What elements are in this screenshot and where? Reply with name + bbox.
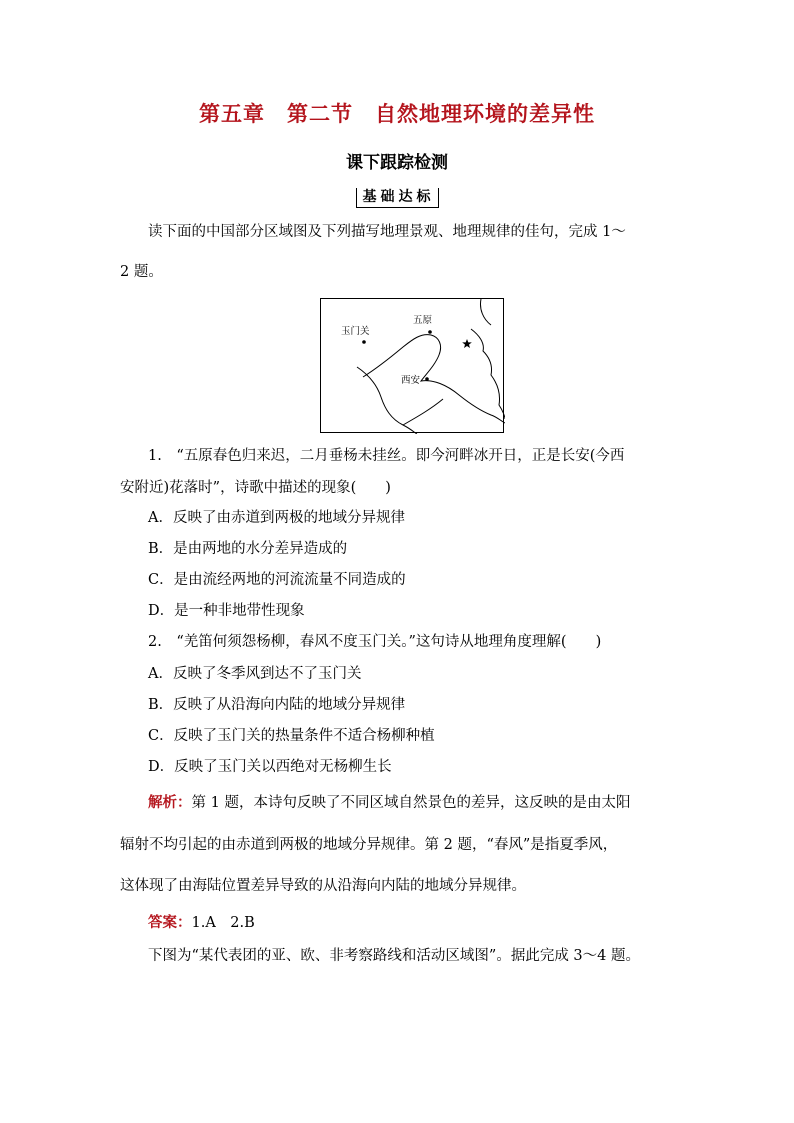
q2-stem: 2. “羌笛何须怨杨柳，春风不度玉门关。”这句诗从地理角度理解( ) [148,634,602,650]
yumenguan-label: 玉门关 [341,326,370,337]
wuyuan-label: 五原 [413,315,433,326]
q1-option-d: D．是一种非地带性现象 [148,603,305,619]
page-title: 第五章 第二节 自然地理环境的差异性 [199,101,595,126]
analysis-label: 解析： [148,794,192,811]
q1-option-a: A．反映了由赤道到两极的地域分异规律 [148,510,405,526]
analysis-line-2: 辐射不均引起的由赤道到两极的地域分异规律。第 2 题，“春风”是指夏季风， [120,837,618,853]
q1-option-c: C．是由流经两地的河流流量不同造成的 [148,572,406,588]
section-badge-wrap [0,186,794,208]
region-map [320,298,504,433]
yumenguan-dot [362,340,366,344]
q2-option-d: D．反映了玉门关以西绝对无杨柳生长 [148,759,392,775]
xian-dot [425,377,429,381]
page-subtitle: 课下跟踪检测 [346,153,448,173]
coastline-2 [480,299,491,325]
intro-line-1: 读下面的中国部分区域图及下列描写地理景观、地理规律的佳句，完成 1～ [148,224,626,240]
analysis-text-1: 第 1 题，本诗句反映了不同区域自然景色的差异，这反映的是由太阳 [191,795,631,811]
next-intro: 下图为“某代表团的亚、欧、非考察路线和活动区域图”。据此完成 3～4 题。 [148,948,640,964]
coastline [471,329,505,419]
section-badge: 基础达标 [356,188,439,208]
analysis-line-1 [148,793,708,813]
tributary-line [403,399,443,425]
star-icon [462,339,472,348]
q2-option-a: A．反映了冬季风到达不了玉门关 [148,666,362,682]
analysis-line-3: 这体现了由海陆位置差异导致的从沿海向内陆的地域分异规律。 [120,878,526,894]
q2-option-b: B．反映了从沿海向内陆的地域分异规律 [148,697,406,713]
intro-line-2: 2 题。 [120,264,163,280]
q2-option-c: C．反映了玉门关的热量条件不适合杨柳种植 [148,728,435,744]
q1-stem-line-2: 安附近)花落时”，诗歌中描述的现象( ) [120,480,391,496]
q1-option-b: B．是由两地的水分差异造成的 [148,541,348,557]
xian-label: 西安 [401,375,421,386]
wuyuan-dot [428,330,432,334]
answer-line [148,913,708,933]
q1-stem-line-1: 1. “五原春色归来迟，二月垂杨未挂丝。即今河畔冰开日，正是长安(今西 [148,448,625,464]
answer-label: 答案： [148,914,192,931]
answer-text: 1.A 2.B [191,915,255,931]
